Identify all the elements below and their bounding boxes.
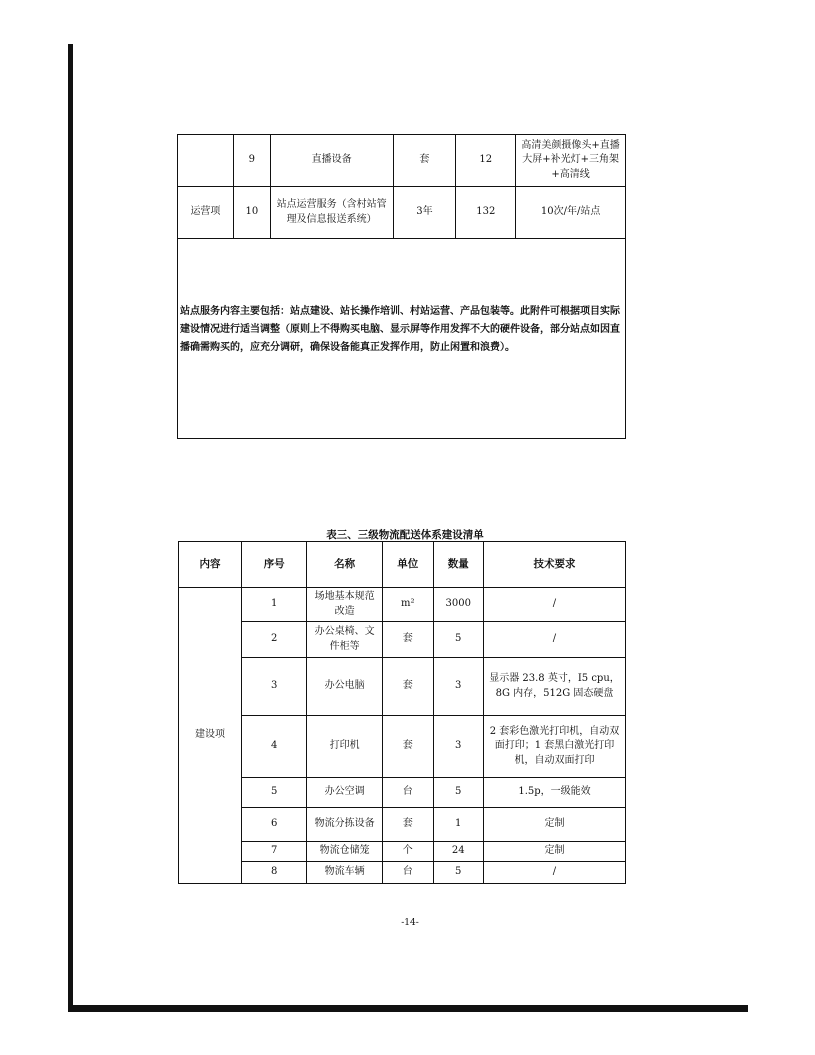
table-row — [179, 716, 626, 778]
name-cell: 站点运营服务（含村站管理及信息报送系统） — [270, 187, 393, 239]
qty-cell: 1 — [433, 808, 483, 842]
qty-cell: 12 — [456, 135, 516, 187]
qty-cell: 132 — [456, 187, 516, 239]
logistics-build-table — [178, 541, 626, 884]
spec-cell: / — [483, 588, 625, 622]
name-cell: 直播设备 — [270, 135, 393, 187]
seq-cell: 2 — [242, 622, 307, 658]
header-qty: 数量 — [433, 542, 483, 588]
category-cell: 建设项 — [179, 588, 242, 884]
seq-cell: 10 — [233, 187, 270, 239]
spec-cell: 10次/年/站点 — [516, 187, 626, 239]
name-cell: 场地基本规范改造 — [307, 588, 383, 622]
seq-cell: 8 — [242, 862, 307, 884]
unit-cell: 3年 — [393, 187, 456, 239]
table-row — [179, 588, 626, 622]
seq-cell: 5 — [242, 778, 307, 808]
unit-cell: m² — [383, 588, 433, 622]
equipment-table-continued — [177, 134, 626, 439]
unit-cell: 套 — [383, 716, 433, 778]
name-cell: 办公空调 — [307, 778, 383, 808]
category-cell: 运营项 — [178, 187, 234, 239]
unit-cell: 套 — [383, 658, 433, 716]
table-row — [179, 622, 626, 658]
unit-cell: 台 — [383, 862, 433, 884]
qty-cell: 3000 — [433, 588, 483, 622]
scan-border-left — [68, 44, 73, 1012]
spec-cell: 高清美颜摄像头+直播大屏+补光灯+三角架+高清线 — [516, 135, 626, 187]
scan-border-bottom — [68, 1005, 748, 1012]
table-row — [179, 658, 626, 716]
page-number: -14- — [401, 918, 419, 928]
header-spec: 技术要求 — [483, 542, 625, 588]
table-row — [179, 778, 626, 808]
seq-cell: 7 — [242, 842, 307, 862]
notes-text: 站点服务内容主要包括：站点建设、站长操作培训、村站运营、产品包装等。此附件可根据项目实际建设情况进行适当调整（原则上不得购买电脑、显示屏等作用发挥不大的硬件设备，部分站点如因直播确需购买的，应充分调研，确保设备能真正发挥作用，防止闲置和浪费）。 — [180, 306, 620, 353]
unit-cell: 套 — [383, 808, 433, 842]
spec-cell: 显示器 23.8 英寸，I5 cpu，8G 内存，512G 固态硬盘 — [483, 658, 625, 716]
name-cell: 物流分拣设备 — [307, 808, 383, 842]
name-cell: 办公电脑 — [307, 658, 383, 716]
header-name: 名称 — [307, 542, 383, 588]
seq-cell: 4 — [242, 716, 307, 778]
category-cell — [178, 135, 234, 187]
name-cell: 办公桌椅、文件柜等 — [307, 622, 383, 658]
header-unit: 单位 — [383, 542, 433, 588]
qty-cell: 3 — [433, 716, 483, 778]
spec-cell: 定制 — [483, 842, 625, 862]
seq-cell: 1 — [242, 588, 307, 622]
spec-cell: 1.5p，一级能效 — [483, 778, 625, 808]
name-cell: 打印机 — [307, 716, 383, 778]
table-row — [179, 842, 626, 862]
table-row — [179, 808, 626, 842]
qty-cell: 5 — [433, 778, 483, 808]
table-row — [178, 135, 626, 187]
header-content: 内容 — [179, 542, 242, 588]
seq-cell: 9 — [233, 135, 270, 187]
qty-cell: 24 — [433, 842, 483, 862]
unit-cell: 个 — [383, 842, 433, 862]
qty-cell: 5 — [433, 862, 483, 884]
table-row — [179, 862, 626, 884]
qty-cell: 3 — [433, 658, 483, 716]
seq-cell: 3 — [242, 658, 307, 716]
spec-cell: 定制 — [483, 808, 625, 842]
qty-cell: 5 — [433, 622, 483, 658]
unit-cell: 套 — [393, 135, 456, 187]
table-caption: 表三、三级物流配送体系建设清单 — [326, 529, 484, 541]
spec-cell: 2 套彩色激光打印机，自动双面打印；1 套黑白激光打印机，自动双面打印 — [483, 716, 625, 778]
spec-cell: / — [483, 862, 625, 884]
header-seq: 序号 — [242, 542, 307, 588]
name-cell: 物流仓储笼 — [307, 842, 383, 862]
unit-cell: 台 — [383, 778, 433, 808]
name-cell: 物流车辆 — [307, 862, 383, 884]
table-row — [178, 187, 626, 239]
header-row — [179, 542, 626, 588]
seq-cell: 6 — [242, 808, 307, 842]
unit-cell: 套 — [383, 622, 433, 658]
spec-cell: / — [483, 622, 625, 658]
